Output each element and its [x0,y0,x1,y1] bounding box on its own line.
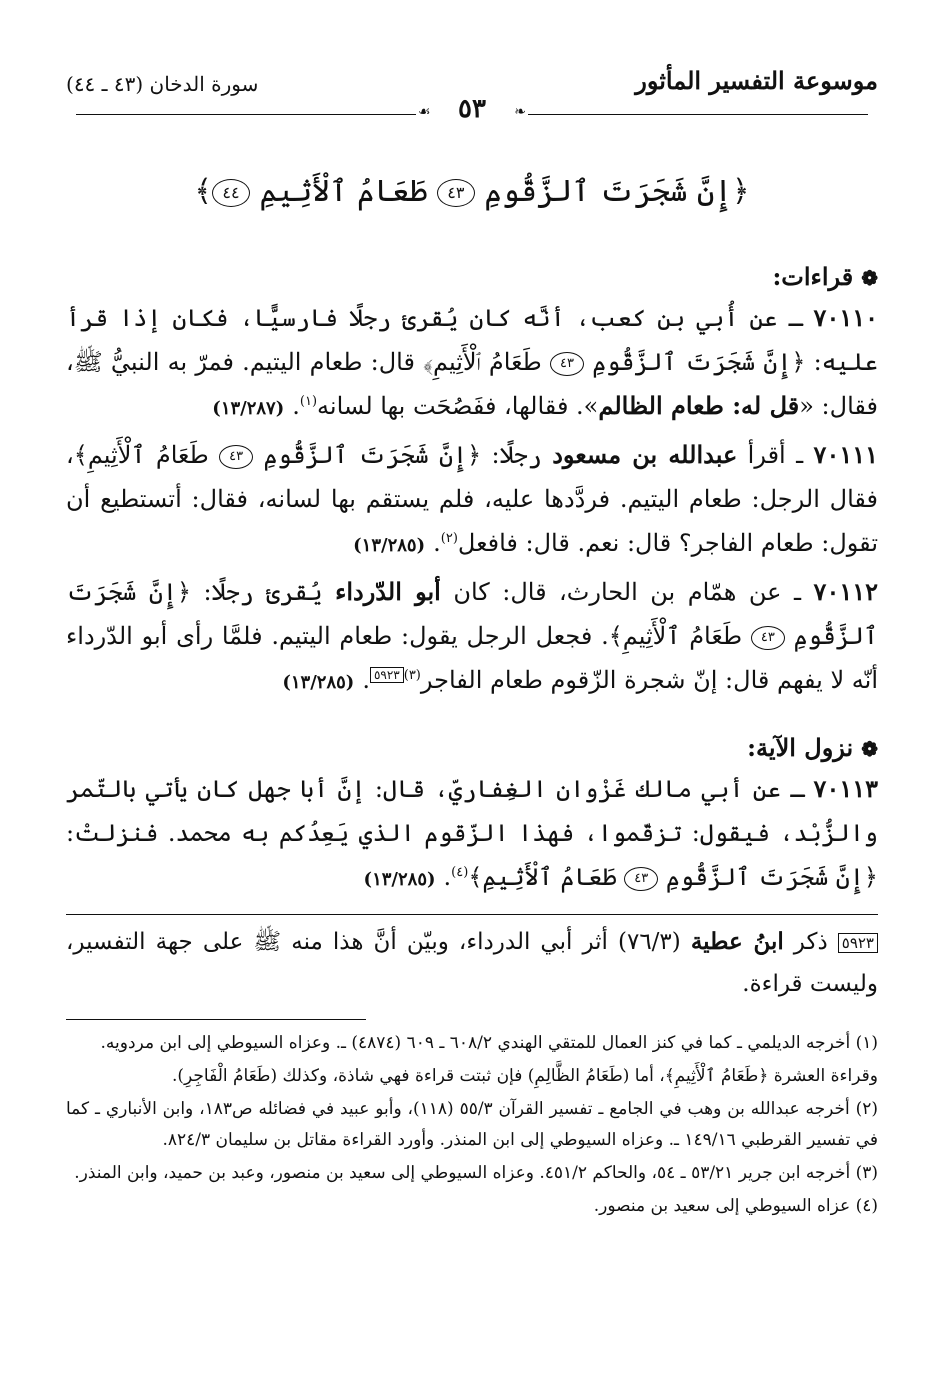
ayah-number-marker: ٤٣ [550,352,584,376]
hadith-entry [66,433,878,568]
verse-part-1: إِنَّ شَجَرَتَ ٱلزَّقُّومِ [484,174,732,209]
entry-text: . [443,863,452,891]
entry-text: ـ عن همّام بن الحارث، قال: كان [440,578,814,606]
ornament-icon: ❧ [514,104,526,120]
entry-text: ـ أقرأ [737,441,814,469]
volume-reference: (١٣/٢٨٥) [363,869,436,890]
entry-bold-text: أبو الدّرداء [335,577,441,606]
footnote-marker[interactable]: (١) [299,394,318,409]
ayah-number-marker: ٤٣ [751,626,785,650]
quran-quote: طَعَامُ ٱلْأَثِيمِ﴾ [73,441,209,469]
hadith-entry [66,570,878,705]
entry-number: ٧٠١١٢ [813,577,878,606]
entry-text: . فجعل الرجل يقول: طعام اليتيم. فلمَّا رأى أبو الدّرداء أنّه لا يفهم قال: إنّ شجرة الزّقوم طعام الفاجر [66,622,878,694]
footnotes [66,1028,878,1222]
commentary-bold-text: ابنُ عطية [690,928,784,955]
footnote: وقراءة العشرة ﴿طَعَامُ ٱلْأَثِيمِ﴾، أما (طَعَامُ الظَّالِمِ) فإن ثبتت قراءة فهي شاذة، وكذلك (طَعَامُ الْفَاجِرِ). [172,1066,878,1086]
quran-quote: طَعَامُ ٱلْأَثِيمِ﴾ [468,863,617,891]
ayah-number-marker: ٤٣ [624,867,658,891]
quran-quote: ﴿إِنَّ شَجَرَتَ ٱلزَّقُّومِ [592,348,806,376]
footnote-marker[interactable]: (٣) [403,668,421,683]
commentary-separator [66,914,878,915]
entry-text: . [362,666,370,694]
entry-bold-text: قل له: طعام الظالم [598,391,800,420]
verse-open-bracket: ﴿ [731,174,750,209]
section-title-text: قراءات: [772,262,854,291]
quran-quote: طَعَامُ ٱلْأَثِيمِ﴾ [423,348,542,376]
volume-reference: (١٣/٢٨٥) [353,535,426,556]
flower-ornament-icon: ❁ [861,266,878,290]
footnote: (٣) أخرجه ابن جرير ٥٣/٢١ ـ ٥٤، والحاكم ٤٥١/٢. وعزاه السيوطي إلى سعيد بن منصور، وعبد بن حميد، وابن المنذر. [74,1163,878,1183]
section-title-qiraat [66,258,878,296]
entry-bold-text: عبدالله بن مسعود [552,440,738,469]
entry-text: ـ عن أُبي بن كعب، أنَّه كان يُقرئ رجلًا فارسيًّا، فكان إذا قرأ عليه: [66,304,878,376]
ayah-number-marker: ٤٤ [212,179,250,207]
footnote: (٢) أخرجه عبدالله بن وهب في الجامع ـ تفسير القرآن ٥٥/٣ (١١٨)، وأبو عبيد في فضائله ص١٨٣، وابن الأنباري ـ كما في تفسير القرطبي ١٤٩/١٦ ـ. وعزاه السيوطي إلى ابن المنذر. وأورد القراءة مقاتل بن سليمان ٨٢٤/٣. [66,1099,878,1150]
verse-heading [66,174,878,234]
commentary-box-marker[interactable]: ٥٩٢٣ [370,667,404,683]
entry-number: ٧٠١١٠ [813,303,878,332]
commentary-box-number: ٥٩٢٣ [838,933,878,953]
verse-close-bracket: ﴾ [194,174,212,209]
quran-quote: ﴿إِنَّ شَجَرَتَ ٱلزَّقُّومِ [263,441,482,469]
footnote-separator [66,1019,366,1020]
commentary-text: (٧٦/٣) أثر أبي الدرداء، وبيّن أنَّ هذا منه ﷺ على جهة التفسير، وليست قراءة. [66,929,878,997]
footnote-marker[interactable]: (٤) [451,865,469,880]
hadith-entry [66,767,878,902]
book-title: موسوعة التفسير المأثور [635,66,878,95]
volume-reference: (١٣/٢٨٥) [282,672,355,693]
verse-part-2: طَعَامُ ٱلْأَثِيمِ [259,174,428,209]
footnote: (٤) عزاه السيوطي إلى سعيد بن منصور. [593,1196,878,1216]
entry-text: ـ عن أبي مالك غَزْوان الغِفاريّ، قال: إنَّ أبا جهل كان يأتي بالتّمر والزُّبْد، فيقول: تزقّموا، فهذا الزّقوم الذي يَعِدُكم به محمد. فنزلتْ: [66,775,878,847]
entry-number: ٧٠١١٣ [813,774,878,803]
flower-ornament-icon: ❁ [861,737,878,761]
hadith-entry [66,296,878,431]
entry-text: ، فقال الرجل: طعام اليتيم. فردَّدها عليه، فلم يستقم بها لسانه، فقال: أتستطيع أن تقول: طعام الفاجر؟ قال: نعم. قال: فافعل [66,441,878,557]
commentary-text: ذكر [783,929,838,955]
volume-reference: (١٣/٢٨٧) [212,398,285,419]
commentary-note [66,921,878,1005]
ayah-number-marker: ٤٣ [219,445,253,469]
ornament-icon: ☙ [418,104,431,120]
ayah-number-marker: ٤٣ [437,179,475,207]
entry-text: ». فقالها، ففَصُحَت بها لسانه [317,392,599,420]
quran-quote: طَعَامُ ٱلْأَثِيمِ﴾ [608,622,743,650]
quran-quote: ﴿إِنَّ شَجَرَتَ ٱلزَّقُّومِ [66,578,878,650]
entry-number: ٧٠١١١ [813,440,878,469]
running-header [66,62,878,122]
surah-label: سورة الدخان (٤٣ ـ ٤٤) [66,72,259,96]
quran-quote: ﴿إِنَّ شَجَرَتَ ٱلزَّقُّومِ [665,863,878,891]
section-title-nuzul [66,729,878,767]
page-number: ٥٣ [458,94,486,124]
entry-text: رجلًا: [481,441,553,469]
page [66,62,878,1222]
entry-text: يُقرئ رجلًا: [191,578,336,606]
entry-text: . [433,529,441,557]
section-title-text: نزول الآية: [747,733,854,762]
entry-text: قال: طعام اليتيم. فمرّ به النبيُّ ﷺ، فقال: « [66,348,878,420]
footnote: (١) أخرجه الديلمي ـ كما في كنز العمال للمتقي الهندي ٦٠٨/٢ ـ ٦٠٩ (٤٨٧٤) ـ. وعزاه السيوطي إلى ابن مردويه. [100,1033,878,1053]
entry-text: . [292,392,300,420]
footnote-marker[interactable]: (٢) [440,531,458,546]
